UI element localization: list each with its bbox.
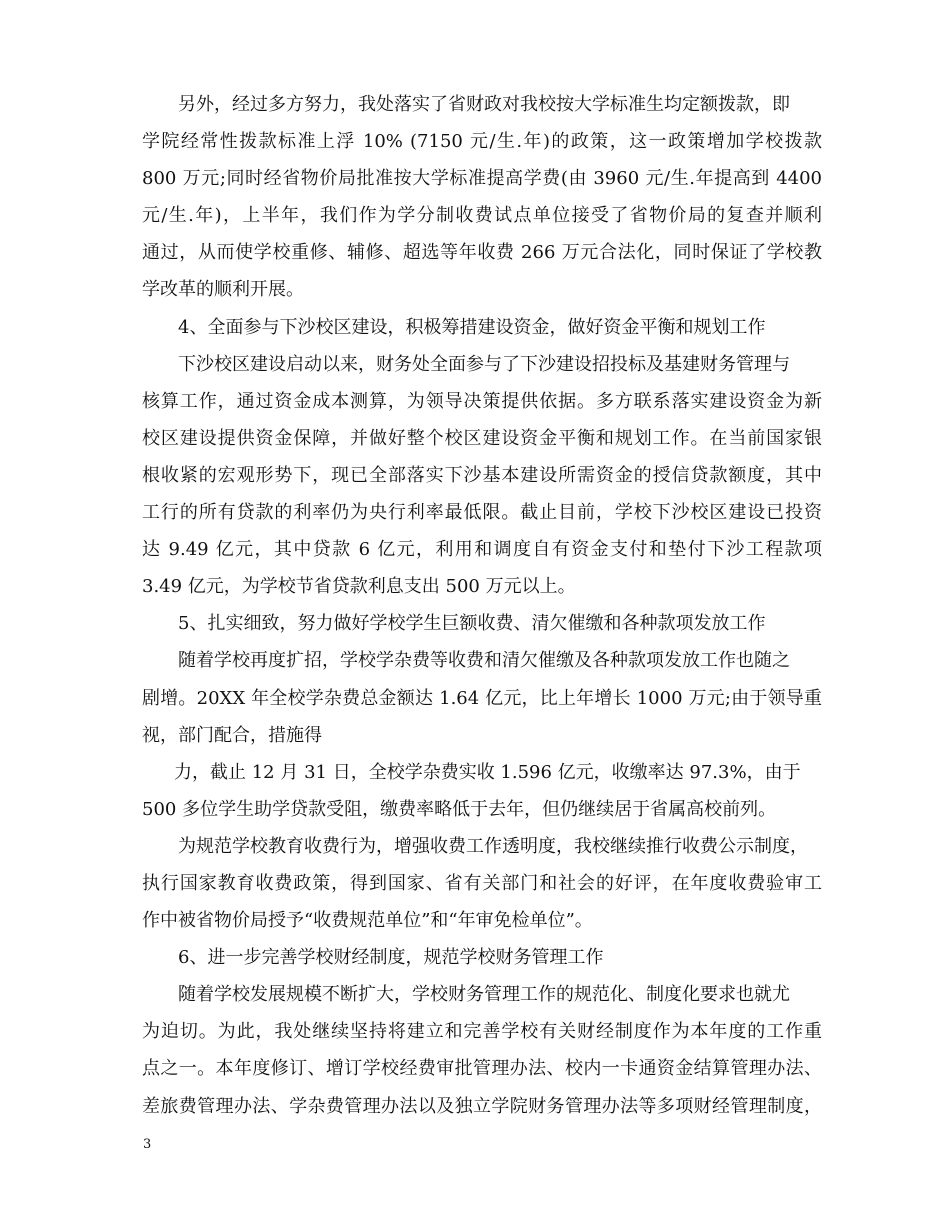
text-line: 随着学校再度扩招，学校学杂费等收费和清欠催缴及各种款项发放工作也随之 — [178, 650, 790, 672]
text-line: 作中被省物价局授予“收费规范单位”和“年审免检单位”。 — [142, 910, 593, 932]
text-line: 3.49 亿元，为学校节省贷款利息支出 500 万元以上。 — [142, 576, 576, 598]
text-line: 工行的所有贷款的利率仍为央行利率最低限。截止目前，学校下沙校区建设已投资 — [142, 502, 822, 524]
text-line: 校区建设提供资金保障，并做好整个校区建设资金平衡和规划工作。在当前国家银 — [142, 427, 822, 449]
text-line: 随着学校发展规模不断扩大，学校财务管理工作的规范化、制度化要求也就尤 — [178, 984, 790, 1006]
text-line: 学院经常性拨款标准上浮 10% (7150 元/生.年)的政策，这一政策增加学校拨款 — [142, 131, 822, 153]
text-line: 为迫切。为此，我处继续坚持将建立和完善学校有关财经制度作为本年度的工作重 — [142, 1021, 822, 1043]
text-line: 视，部门配合，措施得 — [142, 724, 322, 746]
text-line: 下沙校区建设启动以来，财务处全面参与了下沙建设招投标及基建财务管理与 — [178, 353, 790, 375]
text-line: 执行国家教育收费政策，得到国家、省有关部门和社会的好评，在年度收费验审工 — [142, 872, 822, 894]
page-number: 3 — [143, 1137, 152, 1152]
section-heading: 6、进一步完善学校财经制度，规范学校财务管理工作 — [178, 947, 604, 969]
text-line: 为规范学校教育收费行为，增强收费工作透明度，我校继续推行收费公示制度， — [178, 835, 808, 857]
section-heading: 4、全面参与下沙校区建设，积极筹措建设资金，做好资金平衡和规划工作 — [178, 316, 766, 338]
body-text — [142, 86, 822, 1125]
text-line: 根收紧的宏观形势下，现已全部落实下沙基本建设所需资金的授信贷款额度，其中 — [142, 464, 822, 486]
text-line: 800 万元;同时经省物价局批准按大学标准提高学费(由 3960 元/生.年提高到 4400 — [142, 168, 822, 190]
text-line: 学改革的顺利开展。 — [142, 279, 304, 301]
text-line: 通过，从而使学校重修、辅修、超选等年收费 266 万元合法化，同时保证了学校教 — [142, 242, 822, 264]
text-line: 点之一。本年度修订、增订学校经费审批管理办法、校内一卡通资金结算管理办法、 — [142, 1058, 822, 1080]
text-line: 差旅费管理办法、学杂费管理办法以及独立学院财务管理办法等多项财经管理制度， — [142, 1095, 822, 1117]
text-line: 元/生.年)，上半年，我们作为学分制收费试点单位接受了省物价局的复查并顺利 — [142, 205, 822, 227]
section-heading: 5、扎实细致，努力做好学校学生巨额收费、清欠催缴和各种款项发放工作 — [178, 613, 766, 635]
text-line: 500 多位学生助学贷款受阻，缴费率略低于去年，但仍继续居于省属高校前列。 — [142, 798, 777, 820]
text-line: 核算工作，通过资金成本测算，为领导决策提供依据。多方联系落实建设资金为新 — [142, 390, 822, 412]
text-line: 剧增。20XX 年全校学杂费总金额达 1.64 亿元，比上年增长 1000 万元;由于领导重 — [142, 687, 822, 709]
text-line: 力，截止 12 月 31 日，全校学杂费实收 1.596 亿元，收缴率达 97.3%，由于 — [174, 761, 801, 783]
text-line: 另外，经过多方努力，我处落实了省财政对我校按大学标准生均定额拨款，即 — [178, 94, 790, 115]
text-line: 达 9.49 亿元，其中贷款 6 亿元，利用和调度自有资金支付和垫付下沙工程款项 — [142, 539, 822, 561]
